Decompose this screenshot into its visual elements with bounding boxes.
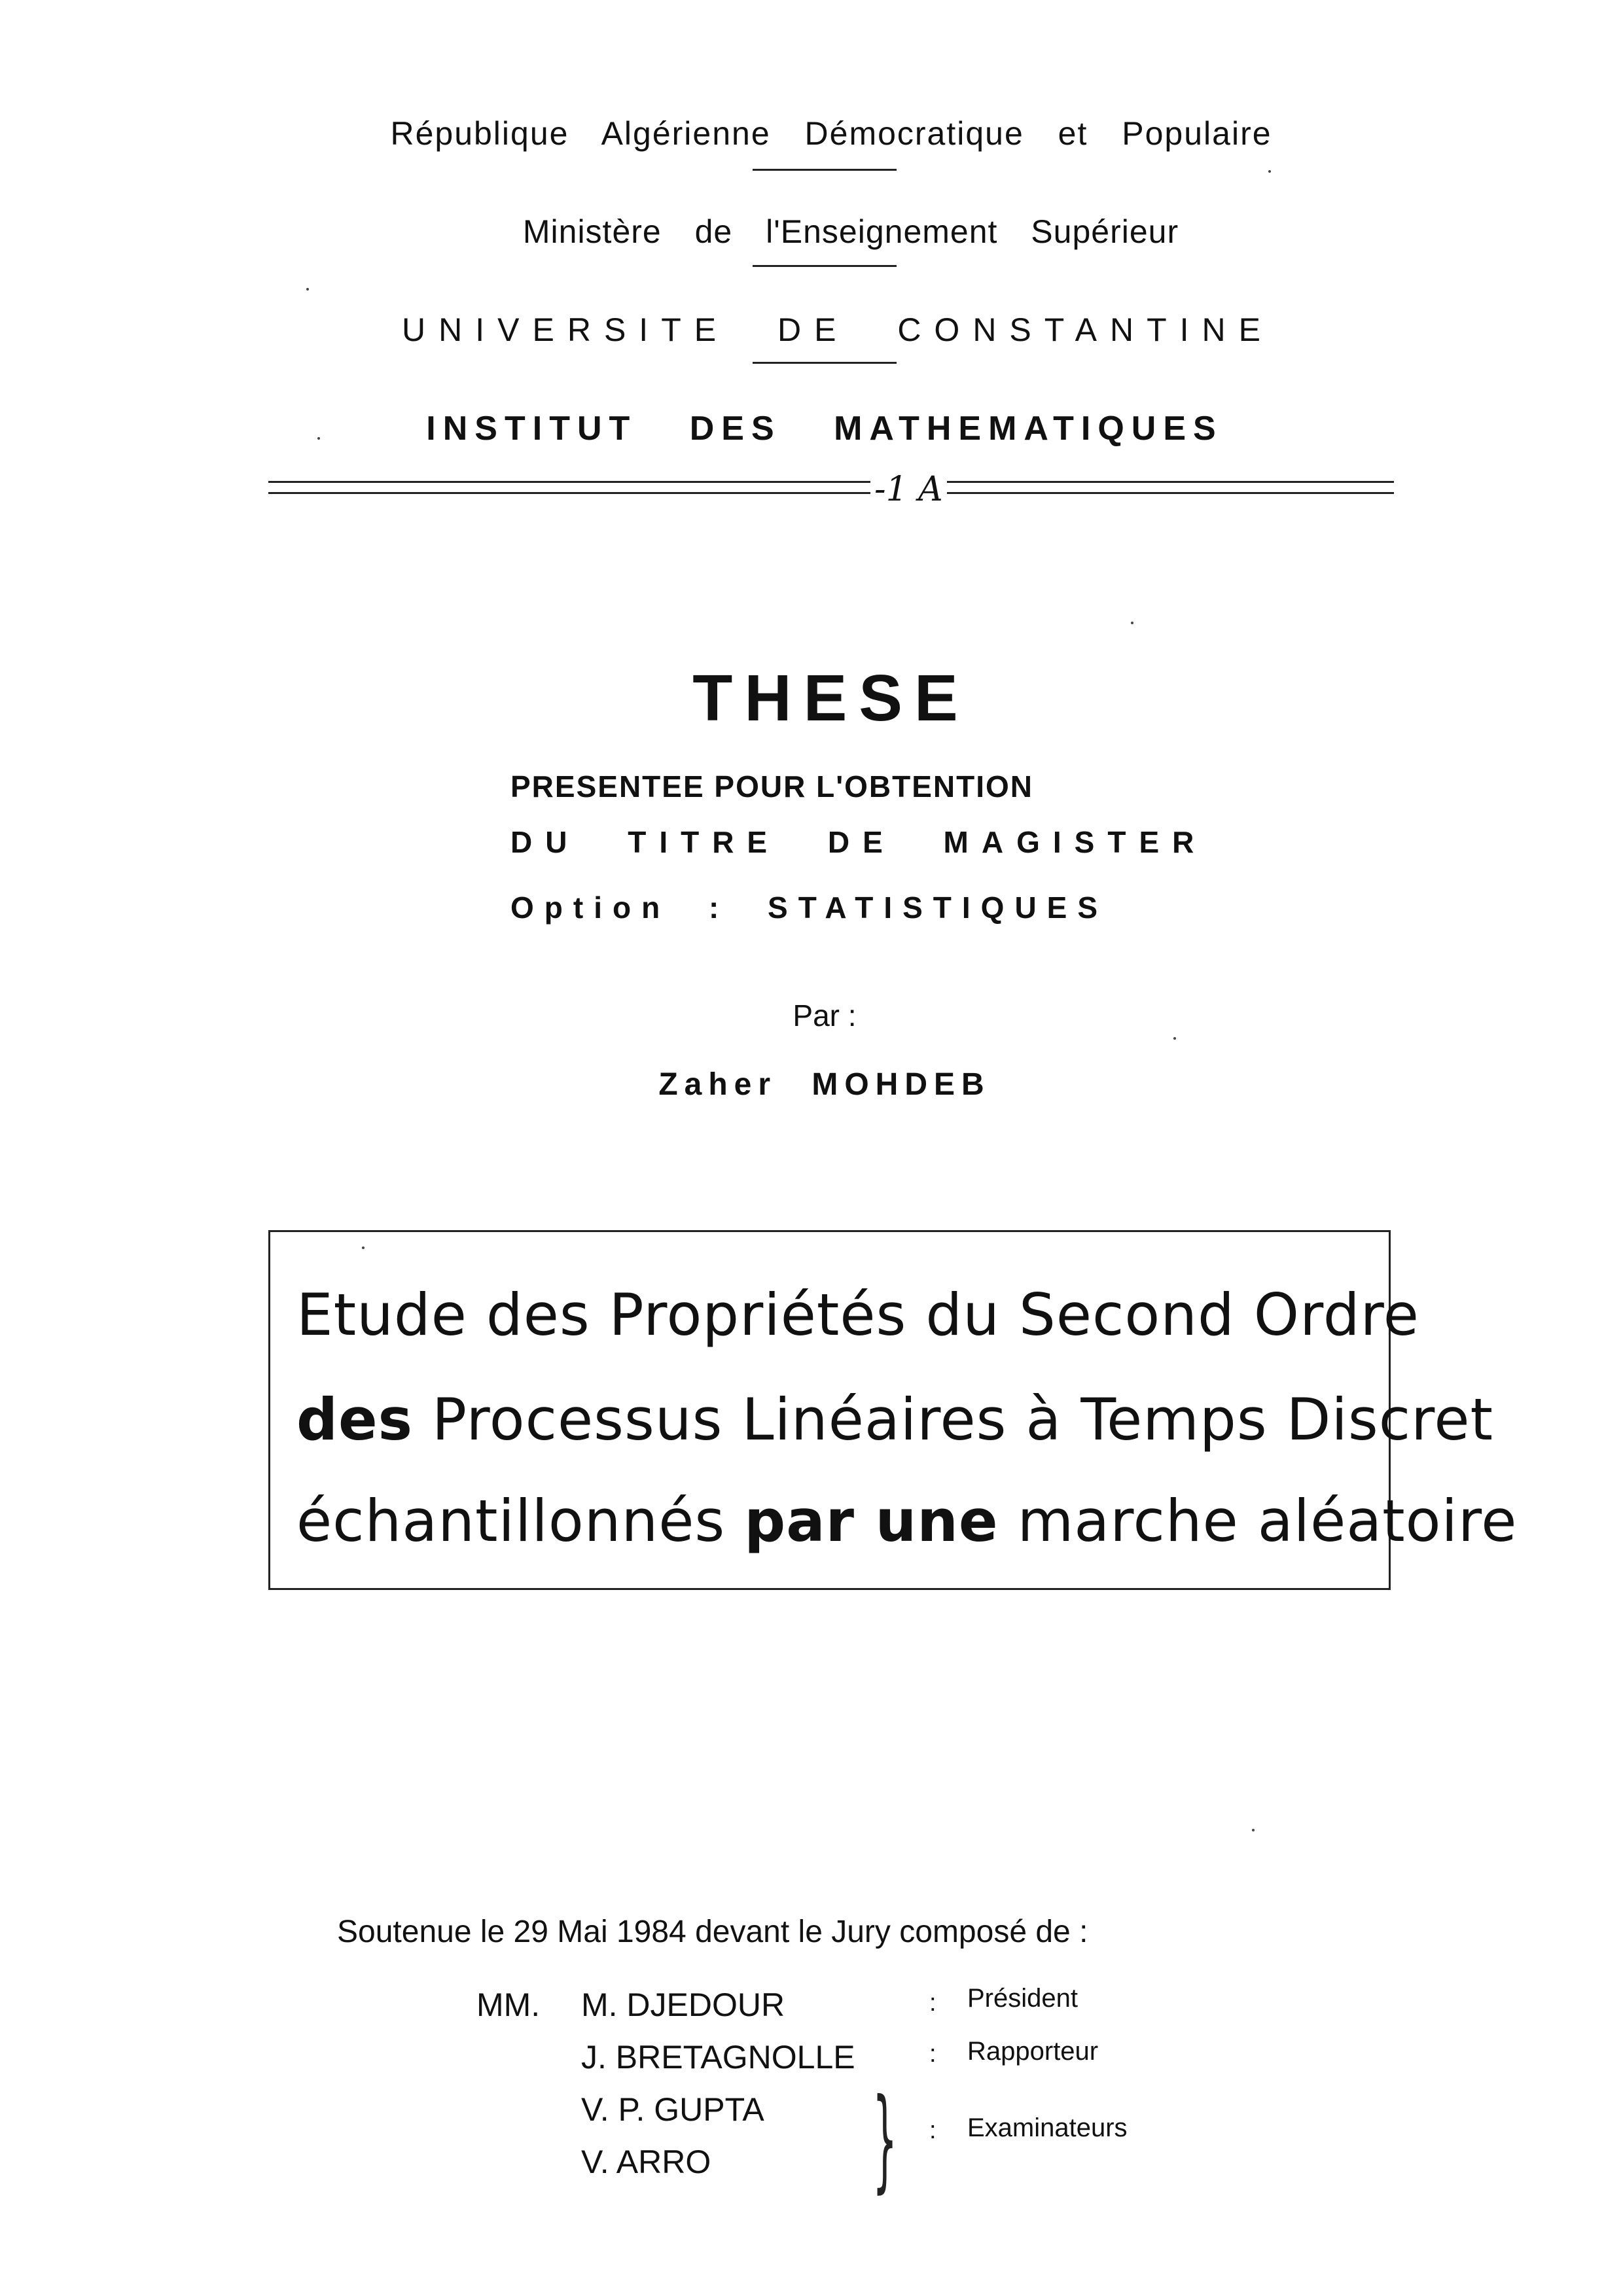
scan-speck	[306, 288, 309, 291]
jury-member-name: V. ARRO	[581, 2144, 711, 2180]
jury-member-name: V. P. GUPTA	[581, 2091, 764, 2128]
author-name: Zaher MOHDEB	[658, 1067, 991, 1102]
defense-statement: Soutenue le 29 Mai 1984 devant le Jury composé de :	[337, 1915, 1088, 1949]
jury-role: Rapporteur	[967, 2037, 1099, 2066]
scan-speck	[1131, 622, 1133, 624]
institute-line: INSTITUT DES MATHEMATIQUES	[426, 410, 1223, 448]
title-line-3-end: marche aléatoire	[998, 1487, 1518, 1555]
thesis-heading: THESE	[692, 662, 970, 735]
title-line-1: Etude des Propriétés du Second Ordre	[296, 1281, 1419, 1349]
scan-speck	[1268, 170, 1271, 173]
title-line-2-bold: des	[296, 1386, 414, 1453]
ministry-line: Ministère de l'Enseignement Supérieur	[522, 213, 1179, 250]
degree-line: DU TITRE DE MAGISTER	[510, 825, 1207, 859]
jury-member-name: M. DJEDOUR	[581, 1987, 785, 2023]
jury-colon: :	[929, 2040, 936, 2068]
jury-colon: :	[929, 2117, 936, 2144]
handwritten-mark: -1 A	[870, 470, 947, 509]
scan-speck	[362, 1246, 365, 1249]
republic-line: République Algérienne Démocratique et Populaire	[390, 115, 1272, 152]
title-line-3-bold: par une	[744, 1487, 999, 1555]
jury-group-role: Examinateurs	[967, 2113, 1128, 2142]
thesis-purpose-line: PRESENTEE POUR L'OBTENTION	[510, 769, 1034, 804]
underline-university	[753, 362, 897, 364]
title-line-2-rest: Processus Linéaires à Temps Discret	[413, 1386, 1493, 1453]
title-line-2	[296, 1386, 1493, 1453]
underline-republic	[753, 169, 897, 171]
scan-speck	[317, 437, 320, 440]
curly-brace-icon: }	[872, 2075, 898, 2204]
jury-member-name: J. BRETAGNOLLE	[581, 2039, 855, 2075]
scan-speck	[1173, 1037, 1176, 1040]
underline-ministry	[753, 265, 897, 267]
jury-prefix: MM.	[476, 1987, 541, 2023]
title-line-3-start: échantillonnés	[296, 1487, 745, 1555]
title-line-3	[296, 1487, 1518, 1555]
scan-speck	[1252, 1829, 1255, 1831]
double-rule-divider	[268, 481, 1394, 494]
jury-role: Président	[967, 1984, 1078, 2013]
jury-colon: :	[929, 1989, 936, 2017]
title-box	[268, 1230, 1518, 1590]
by-label: Par :	[793, 998, 857, 1033]
university-line: UNIVERSITE DE CONSTANTINE	[402, 311, 1274, 348]
option-line: Option : STATISTIQUES	[510, 891, 1109, 925]
